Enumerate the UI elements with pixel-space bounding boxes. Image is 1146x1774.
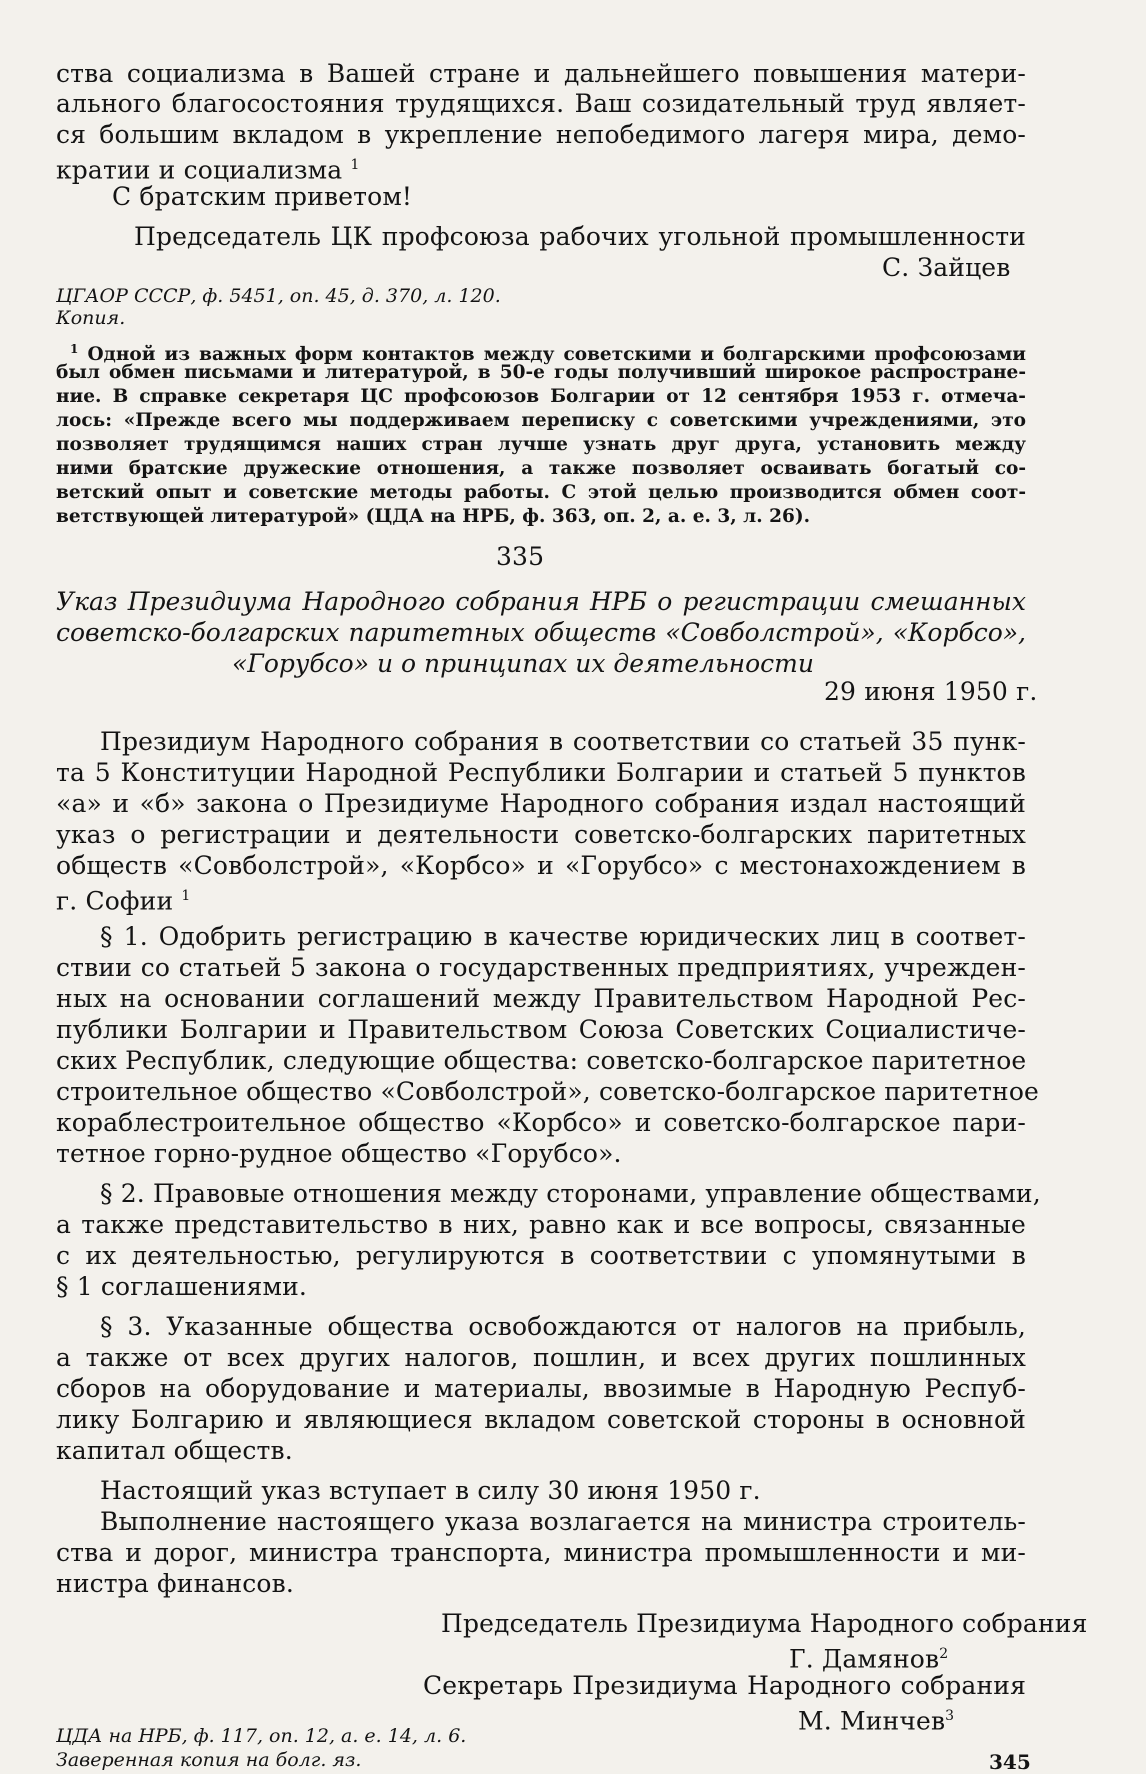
body-line: § 1. Одобрить регистрацию в качестве юридических лиц в соответ- — [100, 922, 1026, 951]
archive-reference: ЦГАОР СССР, ф. 5451, оп. 45, д. 370, л. 120. — [56, 285, 501, 307]
body-line: ствии со статьей 5 закона о государственных предприятиях, учрежден- — [56, 953, 1026, 982]
body-line: лику Болгарию и являющиеся вкладом советской стороны в основной — [56, 1405, 1026, 1434]
body-line: кораблестроительное общество «Корбсо» и советско-болгарское пари- — [56, 1108, 1026, 1137]
body-line: нистра финансов. — [56, 1569, 294, 1598]
body-line: сборов на оборудование и материалы, ввозимые в Народную Респуб- — [56, 1374, 1026, 1403]
body-line: публики Болгарии и Правительством Союза Советских Социалистиче- — [56, 1015, 1026, 1044]
body-line: § 2. Правовые отношения между сторонами, управление обществами, — [100, 1179, 1041, 1208]
signature-title: Председатель Президиума Народного собрания — [441, 1609, 1088, 1638]
body-line: ских Республик, следующие общества: советско-болгарское паритетное — [56, 1046, 1027, 1075]
letter-line: кратии и социализма $^1$ — [56, 155, 360, 185]
letter-line: ся большим вкладом в укрепление непобедимого лагеря мира, демо- — [56, 120, 1026, 149]
letter-line: ального благосостояния трудящихся. Ваш созидательный труд являет- — [56, 89, 1026, 118]
footnote-marker: 1 — [350, 157, 360, 173]
body-line: строительное общество «Совболстрой», советско-болгарское паритетное — [56, 1077, 1039, 1106]
letter-line: ства социализма в Вашей стране и дальнейшего повышения матери- — [56, 59, 1026, 88]
body-line: г. Софии $^1$ — [56, 886, 191, 916]
body-line: § 1 соглашениями. — [56, 1272, 307, 1301]
signature-name: Г. Дамянов$^2$ — [789, 1644, 949, 1674]
body-line: «а» и «б» закона о Президиуме Народного собрания издал настоящий — [56, 789, 1026, 818]
footnote-line: ветствующей литературой» (ЦДА на НРБ, ф. 363, оп. 2, а. е. 3, л. 26). — [56, 506, 811, 527]
body-line: указ о регистрации и деятельности советско-болгарских паритетных — [56, 820, 1026, 849]
footnote-line: позволяет трудящимся наших стран лучше узнать друг друга, установить между — [56, 434, 1026, 455]
body-line: а также от всех других налогов, пошлин, и всех других пошлинных — [56, 1343, 1026, 1372]
footnote-line: $^1$ Одной из важных форм контактов между советскими и болгарскими профсоюзами — [70, 342, 1026, 366]
sender-name: С. Зайцев — [882, 253, 1011, 282]
document-title-line: советско-болгарских паритетных обществ «Совболстрой», «Корбсо», — [56, 618, 1026, 647]
signature-title: Секретарь Президиума Народного собрания — [423, 1671, 1026, 1700]
document-number: 335 — [496, 542, 545, 571]
body-line: а также представительство в них, равно как и все вопросы, связанные — [56, 1210, 1026, 1239]
signature-name: М. Минчев$^3$ — [798, 1706, 955, 1736]
footnote-line: ветский опыт и советские методы работы. С этой целью производится обмен соот- — [56, 482, 1026, 503]
document-title-line: «Горубсо» и о принципах их деятельности — [232, 649, 814, 678]
body-line: обществ «Совболстрой», «Корбсо» и «Горубсо» с местонахождением в — [56, 851, 1026, 880]
sender-title: Председатель ЦК профсоюза рабочих угольной промышленности — [134, 222, 1026, 251]
body-line: Выполнение настоящего указа возлагается на министра строитель- — [100, 1507, 1026, 1536]
page-number: 345 — [989, 1750, 1031, 1774]
body-line: Президиум Народного собрания в соответствии со статьей 35 пунк- — [100, 727, 1026, 756]
body-line: с их деятельностью, регулируются в соответствии с упомянутыми в — [56, 1241, 1026, 1270]
document-date: 29 июня 1950 г. — [824, 677, 1038, 706]
footnote-line: лось: «Прежде всего мы поддерживаем переписку с советскими учреждениями, это — [56, 410, 1026, 431]
body-line: § 3. Указанные общества освобождаются от налогов на прибыль, — [100, 1312, 1026, 1341]
body-line: та 5 Конституции Народной Республики Болгарии и статьей 5 пунктов — [56, 758, 1026, 787]
footnote-line: ние. В справке секретаря ЦС профсоюзов Болгарии от 12 сентября 1953 г. отмеча- — [56, 386, 1026, 407]
document-title-line: Указ Президиума Народного собрания НРБ о регистрации смешанных — [56, 587, 1026, 616]
body-line: тетное горно-рудное общество «Горубсо». — [56, 1139, 622, 1168]
body-line: ства и дорог, министра транспорта, министра промышленности и ми- — [56, 1538, 1026, 1567]
footnote-line: ними братские дружеские отношения, а также позволяет осваивать богатый со- — [56, 458, 1026, 479]
body-line: капитал обществ. — [56, 1436, 293, 1465]
greeting: С братским приветом! — [112, 182, 413, 211]
copy-note: Заверенная копия на болг. яз. — [56, 1749, 362, 1771]
body-line: ных на основании соглашений между Правительством Народной Рес- — [56, 984, 1026, 1013]
body-line: Настоящий указ вступает в силу 30 июня 1950 г. — [100, 1476, 761, 1505]
copy-note: Копия. — [56, 307, 126, 329]
archive-reference: ЦДА на НРБ, ф. 117, оп. 12, а. е. 14, л. 6. — [56, 1725, 467, 1747]
footnote-line: был обмен письмами и литературой, в 50-е годы получивший широкое распростране- — [56, 362, 1026, 383]
